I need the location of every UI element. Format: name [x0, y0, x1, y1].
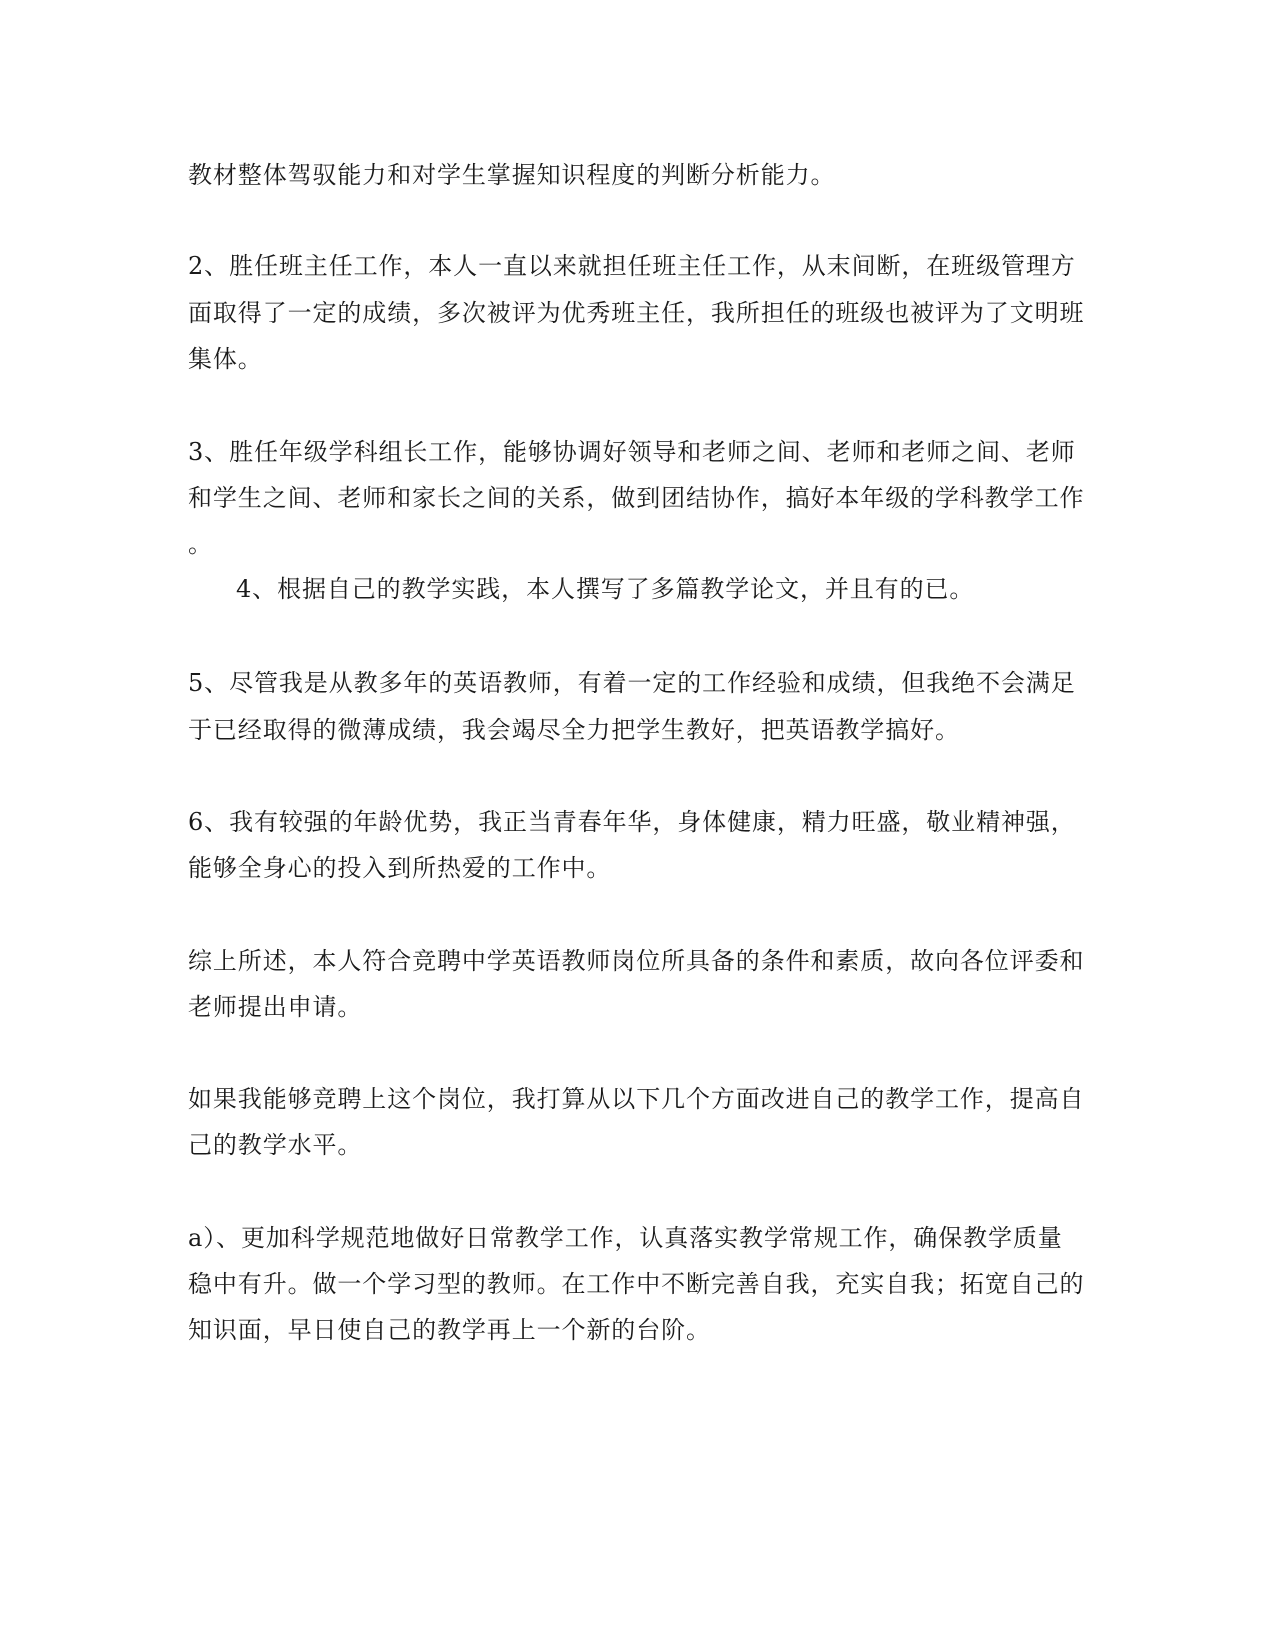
paragraph-1-line-1: 教材整体驾驭能力和对学生掌握知识程度的判断分析能力。 — [188, 161, 836, 189]
paragraph-5-line-2: 于已经取得的微薄成绩，我会竭尽全力把学生教好，把英语教学搞好。 — [188, 716, 960, 744]
paragraph-2-line-2: 面取得了一定的成绩，多次被评为优秀班主任，我所担任的班级也被评为了文明班 — [188, 299, 1085, 327]
paragraph-6-line-2: 能够全身心的投入到所热爱的工作中。 — [188, 854, 612, 882]
paragraph-3-line-2: 和学生之间、老师和家长之间的关系，做到团结协作，搞好本年级的学科教学工作 — [188, 484, 1085, 512]
paragraph-2-line-1: 2、胜任班主任工作，本人一直以来就担任班主任工作，从末间断，在班级管理方 — [188, 252, 1076, 280]
paragraph-8-line-2: 己的教学水平。 — [188, 1131, 363, 1159]
paragraph-9-line-3: 知识面，早日使自己的教学再上一个新的台阶。 — [188, 1316, 711, 1344]
paragraph-8-line-1: 如果我能够竞聘上这个岗位，我打算从以下几个方面改进自己的教学工作，提高自 — [188, 1085, 1085, 1113]
paragraph-9-line-1: a）、更加科学规范地做好日常教学工作，认真落实教学常规工作，确保教学质量 — [188, 1224, 1063, 1252]
paragraph-7-line-1: 综上所述，本人符合竞聘中学英语教师岗位所具备的条件和素质，故向各位评委和 — [188, 947, 1085, 975]
paragraph-6-line-1: 6、我有较强的年龄优势，我正当青春年华，身体健康，精力旺盛，敬业精神强， — [188, 808, 1076, 836]
paragraph-7-line-2: 老师提出申请。 — [188, 993, 363, 1021]
paragraph-9-line-2: 稳中有升。做一个学习型的教师。在工作中不断完善自我，充实自我；拓宽自己的 — [188, 1270, 1085, 1298]
paragraph-2-line-3: 集体。 — [188, 345, 263, 373]
paragraph-4-line-1: 4、根据自己的教学实践，本人撰写了多篇教学论文，并且有的已。 — [236, 575, 975, 603]
paragraph-3-line-1: 3、胜任年级学科组长工作，能够协调好领导和老师之间、老师和老师之间、老师 — [188, 438, 1076, 466]
paragraph-3-line-3: 。 — [188, 530, 213, 558]
paragraph-5-line-1: 5、尽管我是从教多年的英语教师，有着一定的工作经验和成绩，但我绝不会满足 — [188, 669, 1076, 697]
